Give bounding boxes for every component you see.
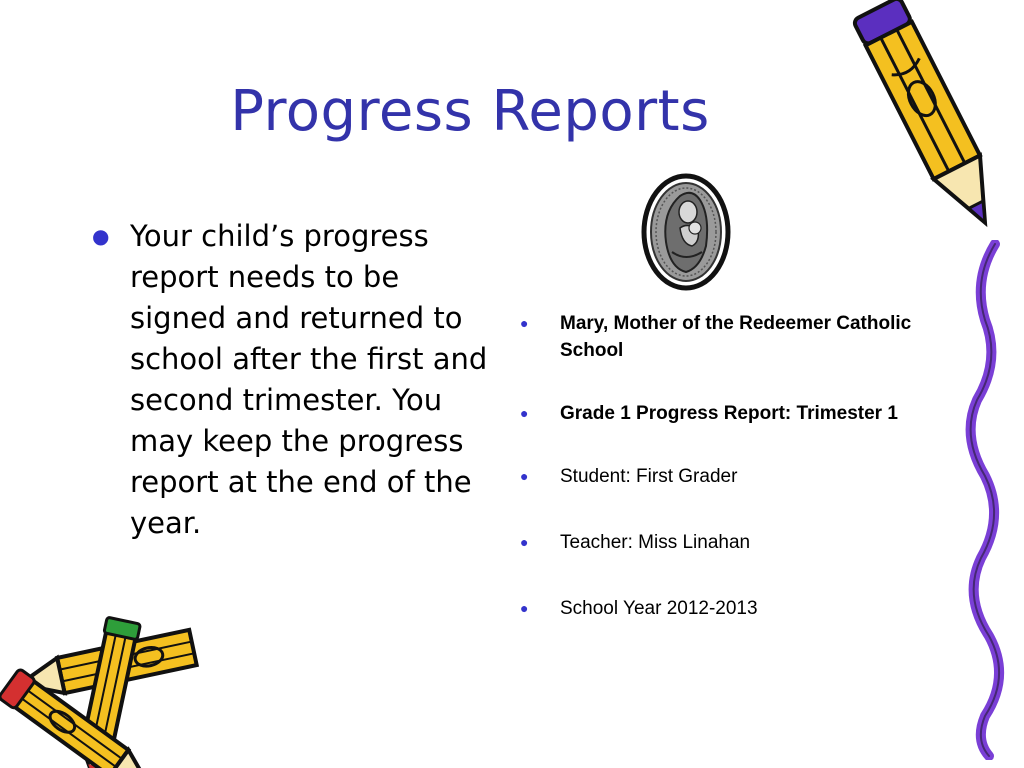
list-item xyxy=(518,400,938,427)
teacher-line: Teacher: Miss Linahan xyxy=(560,532,751,553)
yellow-pencil-icon xyxy=(845,0,1024,250)
bullet-icon: ● xyxy=(520,534,529,550)
school-year-line: School Year 2012-2013 xyxy=(560,598,758,619)
slide-title: Progress Reports xyxy=(230,79,710,144)
instructions-list xyxy=(92,216,502,544)
report-details-list xyxy=(518,310,938,661)
list-item xyxy=(92,216,502,544)
bullet-icon: ● xyxy=(520,600,529,616)
madonna-and-child-medal-icon xyxy=(640,172,732,292)
school-name: Mary, Mother of the Redeemer Catholic School xyxy=(560,313,912,361)
list-item xyxy=(518,529,938,556)
purple-squiggle-border xyxy=(955,240,1024,760)
list-item xyxy=(518,595,938,622)
report-title: Grade 1 Progress Report: Trimester 1 xyxy=(560,403,898,424)
bullet-icon: ● xyxy=(92,224,110,248)
list-item xyxy=(518,310,938,364)
bullet-icon: ● xyxy=(520,315,529,331)
bullet-icon: ● xyxy=(520,405,529,421)
crossed-pencils-icon xyxy=(0,615,215,768)
student-line: Student: First Grader xyxy=(560,466,738,487)
bullet-icon: ● xyxy=(520,468,529,484)
instruction-text: Your child’s progress report needs to be signed and returned to school after the first and second trimester. You may keep the progress report at the end of the year. xyxy=(130,219,488,540)
list-item xyxy=(518,463,938,490)
